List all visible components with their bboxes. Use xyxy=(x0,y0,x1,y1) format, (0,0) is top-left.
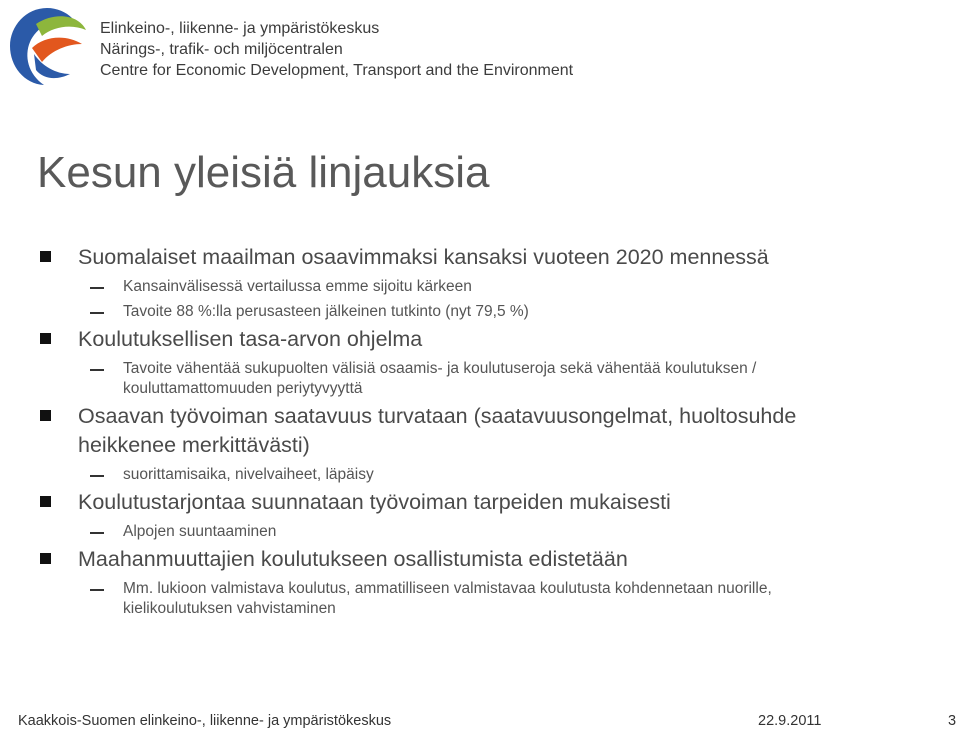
dash-bullet-icon xyxy=(90,589,104,591)
bullet-text: Koulutustarjontaa suunnataan työvoiman tarpeiden mukaisesti xyxy=(78,490,671,514)
page-number: 3 xyxy=(948,713,957,729)
bullet-text: Osaavan työvoiman saatavuus turvataan (saatavuusongelmat, huoltosuhde heikkenee merkittävästi) xyxy=(78,404,797,457)
dash-bullet-icon xyxy=(90,475,104,477)
dash-bullet-icon xyxy=(90,369,104,371)
bullet-list xyxy=(0,240,960,619)
sub-bullet-text: Kansainvälisessä vertailussa emme sijoitu kärkeen xyxy=(123,278,472,295)
sub-bullet-item xyxy=(0,277,863,297)
sub-bullet-text: Mm. lukioon valmistava koulutus, ammatilliseen valmistavaa koulutusta kohdennetaan nuorille, kielikoulutuksen vahvistaminen xyxy=(123,580,772,617)
bullet-item xyxy=(0,243,878,272)
sub-bullet-item xyxy=(0,522,863,542)
bullet-item xyxy=(0,488,878,517)
square-bullet-icon xyxy=(40,251,51,262)
bullet-text: Koulutuksellisen tasa-arvon ohjelma xyxy=(78,327,423,351)
bullet-item xyxy=(0,402,878,460)
footer-organization: Kaakkois-Suomen elinkeino-, liikenne- ja ympäristökeskus xyxy=(18,713,392,729)
ely-centre-logo-icon xyxy=(6,4,88,88)
footer-date: 22.9.2011 xyxy=(758,713,822,729)
org-name-sv: Närings-, trafik- och miljöcentralen xyxy=(100,41,343,58)
sub-bullet-text: Alpojen suuntaaminen xyxy=(123,523,277,540)
dash-bullet-icon xyxy=(90,532,104,534)
sub-bullet-item xyxy=(0,579,863,619)
bullet-item xyxy=(0,325,878,354)
sub-bullet-item xyxy=(0,302,863,322)
square-bullet-icon xyxy=(40,410,51,421)
slide-title: Kesun yleisiä linjauksia xyxy=(37,148,490,197)
square-bullet-icon xyxy=(40,496,51,507)
dash-bullet-icon xyxy=(90,312,104,314)
square-bullet-icon xyxy=(40,333,51,344)
dash-bullet-icon xyxy=(90,287,104,289)
square-bullet-icon xyxy=(40,553,51,564)
sub-bullet-text: Tavoite 88 %:lla perusasteen jälkeinen tutkinto (nyt 79,5 %) xyxy=(123,303,529,320)
sub-bullet-text: suorittamisaika, nivelvaiheet, läpäisy xyxy=(123,466,374,483)
bullet-text: Maahanmuuttajien koulutukseen osallistumista edistetään xyxy=(78,547,628,571)
org-name-fi: Elinkeino-, liikenne- ja ympäristökeskus xyxy=(100,20,380,37)
bullet-text: Suomalaiset maailman osaavimmaksi kansaksi vuoteen 2020 mennessä xyxy=(78,245,769,269)
sub-bullet-text: Tavoite vähentää sukupuolten välisiä osaamis- ja koulutuseroja sekä vähentää koulutuksen / kouluttamattomuuden periytyvyyttä xyxy=(123,360,757,397)
organization-name xyxy=(100,18,573,81)
sub-bullet-item xyxy=(0,465,863,485)
sub-bullet-item xyxy=(0,359,863,399)
org-name-en: Centre for Economic Development, Transport and the Environment xyxy=(100,62,574,79)
bullet-item xyxy=(0,545,878,574)
